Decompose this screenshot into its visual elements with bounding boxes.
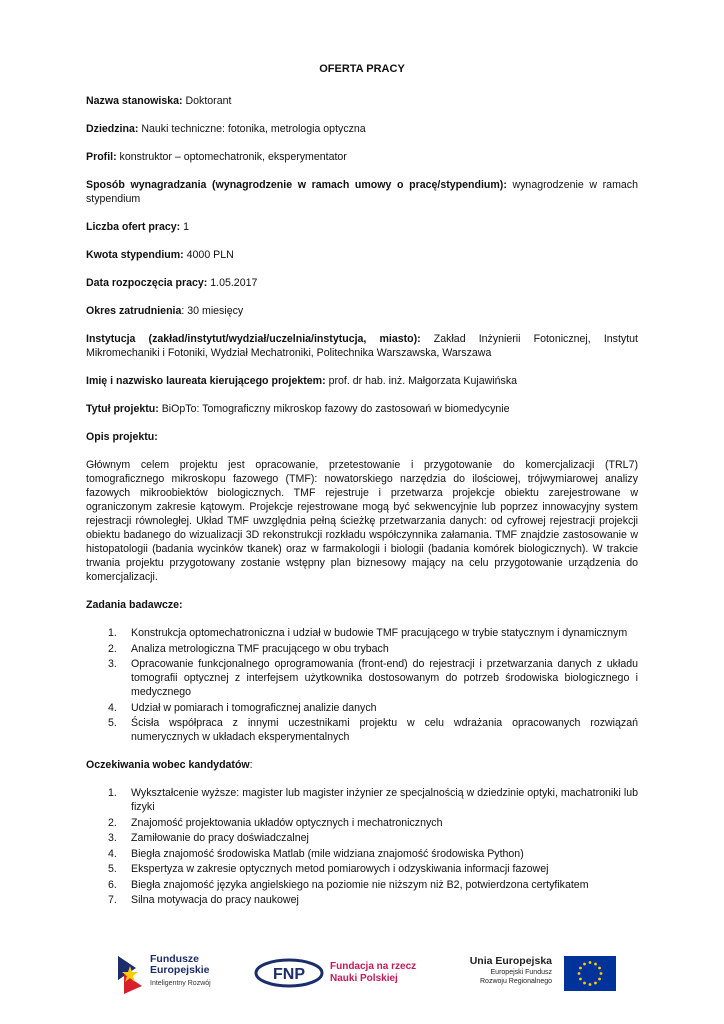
- ue-text: [452, 956, 552, 986]
- unia-europejska-logo: [452, 950, 614, 996]
- list-number: 3.: [108, 658, 117, 670]
- fnp-text: [330, 961, 416, 985]
- tasks-list: [86, 626, 638, 744]
- list-text: Zamiłowanie do pracy doświadczalnej: [131, 832, 309, 844]
- field-label: Nazwa stanowiska:: [86, 95, 183, 107]
- description-text: Głównym celem projektu jest opracowanie, przetestowanie i przygotowanie do komercjalizacji (TRL7) tomograficznego mikroskopu fazowego (TMF): nowatorskiego narzędzia do ilościowej, trójwymiarowej analizy fazowych mikroobiektów biologicznych. TMF rejestruje i przetwarza projekcje obiektu zarejestrowane w ograniczonym zakresie kątowym. Projekcje rejestrowane mogą być sekwencyjnie lub poprzez innowacyjny system rejestracji równoległej. Układ TMF uwzględnia pełną ścieżkę przetwarzania danych: od cyfrowej rejestracji projekcji obiektu badanego do wizualizacji 3D rekonstrukcji rozkładu współczynnika załamania. TMF znajdzie zastosowanie w histopatologii (badania wycinków tkanek) oraz w farmakologii i biologii (badania komórek biologicznych). W trakcie trwania projektu przygotowany zostanie wstępny plan biznesowy mający na celu przygotowanie urządzenia do komercjalizacji.: [86, 459, 638, 583]
- job-offer-document: [86, 62, 638, 921]
- field-label: Liczba ofert pracy:: [86, 221, 181, 233]
- field-label: Data rozpoczęcia pracy:: [86, 277, 208, 289]
- field-label: Imię i nazwisko laureata kierującego projektem:: [86, 375, 326, 387]
- list-number: 6.: [108, 878, 117, 891]
- eu-star: [579, 978, 582, 981]
- eu-star: [583, 982, 586, 985]
- field-stipend-amount: [86, 248, 638, 262]
- eu-star: [589, 961, 592, 964]
- list-item: [86, 642, 638, 656]
- fnp-line2: Nauki Polskiej: [330, 973, 398, 984]
- field-position: [86, 94, 638, 108]
- list-number: 2.: [108, 642, 117, 655]
- list-item: [86, 847, 638, 861]
- ue-line1: Unia Europejska: [469, 955, 552, 967]
- eu-star: [598, 967, 601, 970]
- list-text: Wykształcenie wyższe: magister lub magister inżynier ze specjalnością w dziedzinie optyki, machatroniki lub fizyki: [131, 787, 638, 813]
- list-number: 4.: [108, 847, 117, 860]
- list-item: [86, 701, 638, 715]
- list-text: Znajomość projektowania układów optycznych i mechatronicznych: [131, 816, 443, 829]
- list-item: [86, 893, 638, 907]
- eu-star: [598, 978, 601, 981]
- list-number: 2.: [108, 816, 117, 829]
- footer-logos: [112, 950, 612, 996]
- field-value: prof. dr hab. inż. Małgorzata Kujawińska: [325, 375, 518, 387]
- field-employment-period: [86, 304, 638, 318]
- eu-star: [578, 972, 581, 975]
- fundusze-europejskie-star-icon: [116, 952, 144, 994]
- field-value: 4000 PLN: [183, 249, 234, 261]
- eu-star: [579, 967, 582, 970]
- field-start-date: [86, 276, 638, 290]
- field-value: : 30 miesięcy: [181, 305, 244, 317]
- eu-star: [589, 983, 592, 986]
- field-value: BiOpTo: Tomograficzny mikroskop fazowy do zastosowań w biomedycynie: [158, 403, 510, 415]
- list-item: [86, 786, 638, 814]
- expectations-heading: [86, 758, 638, 772]
- list-number: 5.: [108, 863, 117, 875]
- list-item: [86, 626, 638, 640]
- list-text: Udział w pomiarach i tomograficznej analizie danych: [131, 701, 377, 714]
- list-item: [86, 831, 638, 845]
- field-label: Dziedzina:: [86, 123, 139, 135]
- list-number: 1.: [108, 627, 117, 639]
- list-number: 4.: [108, 701, 117, 714]
- list-text: Silna motywacja do pracy naukowej: [131, 894, 299, 906]
- list-text: Biegła znajomość języka angielskiego na poziomie nie niższym niż B2, potwierdzona certyfikatem: [131, 878, 589, 891]
- fundusze-europejskie-logo: [112, 950, 232, 996]
- list-text: Konstrukcja optomechatroniczna i udział w budowie TMF pracującego w trybie statycznym i dynamicznym: [131, 627, 628, 639]
- field-offer-count: [86, 220, 638, 234]
- description-heading: Opis projektu:: [86, 431, 158, 443]
- tasks-heading: Zadania badawcze:: [86, 599, 183, 611]
- field-payment-method: [86, 178, 638, 206]
- fe-subtitle: Inteligentny Rozwój: [150, 980, 211, 987]
- expectations-list: [86, 786, 638, 907]
- list-text: Analiza metrologiczna TMF pracującego w obu trybach: [131, 642, 389, 655]
- field-value: Doktorant: [182, 95, 232, 107]
- field-label: Kwota stypendium:: [86, 249, 184, 261]
- list-text: Biegła znajomość środowiska Matlab (mile widziana znajomość środowiska Python): [131, 847, 524, 860]
- eu-flag-icon: [564, 956, 616, 991]
- list-item: [86, 878, 638, 892]
- field-label: Instytucja (zakład/instytut/wydział/uczelnia/instytucja, miasto):: [86, 333, 421, 345]
- field-profile: [86, 150, 638, 164]
- eu-star: [594, 963, 597, 966]
- field-value: konstruktor – optomechatronik, eksperymentator: [116, 151, 347, 163]
- fnp-mark-text: FNP: [273, 966, 305, 983]
- eu-star: [583, 963, 586, 966]
- field-institution: [86, 332, 638, 360]
- field-value: Zakład Inżynierii Fotonicznej, Instytut Mikromechaniki i Fotoniki, Wydział Mechatroniki, Politechnika Warszawska, Warszawa: [86, 333, 638, 359]
- field-value: 1: [180, 221, 190, 233]
- ue-sub1: Europejski Fundusz: [490, 969, 552, 976]
- expectations-heading-text: Oczekiwania wobec kandydatów: [86, 759, 250, 771]
- fnp-logo: [254, 950, 424, 996]
- fnp-badge-icon: [254, 958, 324, 988]
- list-item: [86, 657, 638, 699]
- page-title: OFERTA PRACY: [319, 63, 405, 75]
- field-label: Tytuł projektu:: [86, 403, 159, 415]
- ue-sub2: Rozwoju Regionalnego: [480, 978, 552, 985]
- field-value: 1.05.2017: [207, 277, 258, 289]
- eu-star: [594, 982, 597, 985]
- field-label: Okres zatrudnienia: [86, 305, 182, 317]
- list-number: 3.: [108, 832, 117, 844]
- field-label: Sposób wynagradzania (wynagrodzenie w ramach umowy o pracę/stypendium):: [86, 179, 507, 191]
- list-text: Opracowanie funkcjonalnego oprogramowania (front-end) do rejestracji i przetwarzania danych z układu tomografii optycznej z interfejsem użytkownika dostosowanym do potrzeb środowiska biologicznego i medycznego: [131, 658, 638, 698]
- list-text: Ekspertyza w zakresie optycznych metod pomiarowych i odzyskiwania informacji fazowej: [131, 863, 549, 875]
- list-text: Ścisła współpraca z innymi uczestnikami projektu w celu wdrażania opracowanych rozwiązań numerycznych w układach eksperymentalnych: [131, 717, 638, 743]
- field-value: wynagrodzenie w ramach stypendium: [86, 179, 638, 205]
- fundusze-europejskie-text: [150, 954, 211, 989]
- list-number: 1.: [108, 787, 117, 799]
- expectations-heading-colon: :: [249, 759, 253, 771]
- field-label: Profil:: [86, 151, 117, 163]
- fe-line2: Europejskie: [150, 964, 210, 976]
- field-project-leader: [86, 374, 638, 388]
- list-item: [86, 862, 638, 876]
- fe-line1: Fundusze: [150, 953, 199, 965]
- list-number: 5.: [108, 717, 117, 729]
- list-item: [86, 816, 638, 830]
- field-value: Nauki techniczne: fotonika, metrologia optyczna: [138, 123, 366, 135]
- eu-star: [600, 972, 603, 975]
- field-discipline: [86, 122, 638, 136]
- fnp-line1: Fundacja na rzecz: [330, 961, 417, 972]
- list-item: [86, 716, 638, 744]
- list-number: 7.: [108, 894, 117, 906]
- field-project-title: [86, 402, 638, 416]
